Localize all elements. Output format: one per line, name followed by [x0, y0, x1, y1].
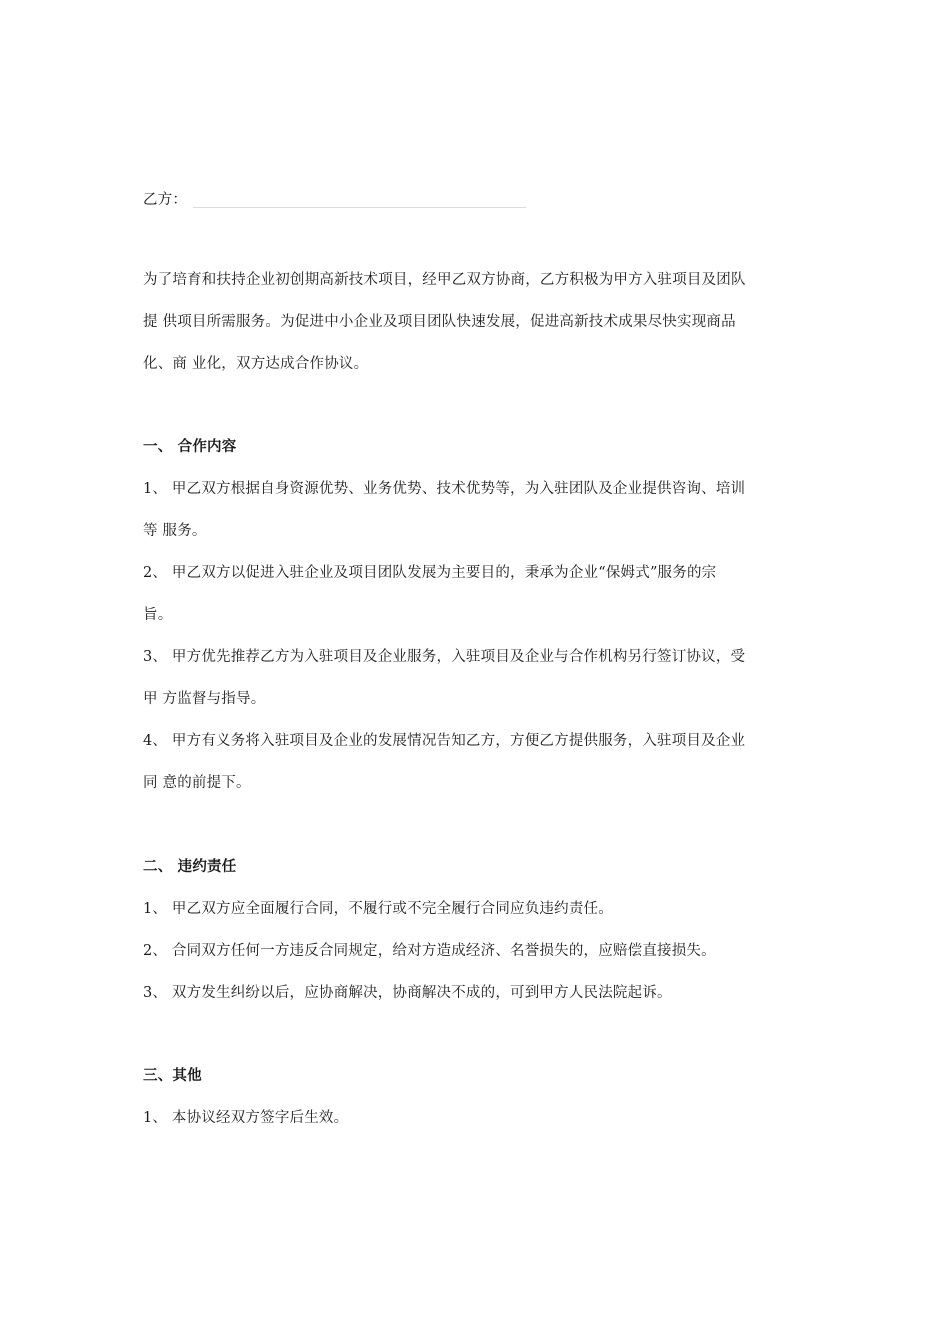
section1-line: 等 服务。	[143, 523, 207, 539]
party-b-blank-line	[193, 195, 526, 208]
intro-line: 化、商 业化，双方达成合作协议。	[143, 356, 369, 372]
intro-line: 为了培育和扶持企业初创期高新技术项目，经甲乙双方协商，乙方积极为甲方入驻项目及团队	[143, 272, 746, 288]
section1-line: 旨。	[143, 607, 173, 623]
party-b-label: 乙方：	[143, 192, 188, 208]
section1-line: 4、 甲方有义务将入驻项目及企业的发展情况告知乙方，方便乙方提供服务，入驻项目及企业	[143, 733, 746, 749]
section-heading-cooperation: 一、 合作内容	[143, 439, 237, 455]
section1-line: 3、 甲方优先推荐乙方为入驻项目及企业服务，入驻项目及企业与合作机构另行签订协议，受	[143, 649, 746, 665]
section2-line: 2、 合同双方任何一方违反合同规定，给对方造成经济、名誉损失的，应赔偿直接损失。	[143, 943, 716, 959]
section-heading-other: 三、其他	[143, 1068, 202, 1084]
section1-line: 甲 方监督与指导。	[143, 691, 266, 707]
party-b-row	[143, 190, 823, 210]
intro-line: 提 供项目所需服务。为促进中小企业及项目团队快速发展，促进高新技术成果尽快实现商品	[143, 314, 736, 330]
section1-line: 1、 甲乙双方根据自身资源优势、业务优势、技术优势等，为入驻团队及企业提供咨询、培训	[143, 481, 746, 497]
section-heading-liability: 二、 违约责任	[143, 859, 237, 875]
section2-line: 1、 甲乙双方应全面履行合同，不履行或不完全履行合同应负违约责任。	[143, 901, 613, 917]
section1-line: 2、 甲乙双方以促进入驻企业及项目团队发展为主要目的，秉承为企业“保姆式”服务的宗	[143, 565, 717, 581]
section3-line: 1、 本协议经双方签字后生效。	[143, 1110, 349, 1126]
section1-line: 同 意的前提下。	[143, 775, 251, 791]
section2-line: 3、 双方发生纠纷以后，应协商解决，协商解决不成的，可到甲方人民法院起诉。	[143, 985, 672, 1001]
